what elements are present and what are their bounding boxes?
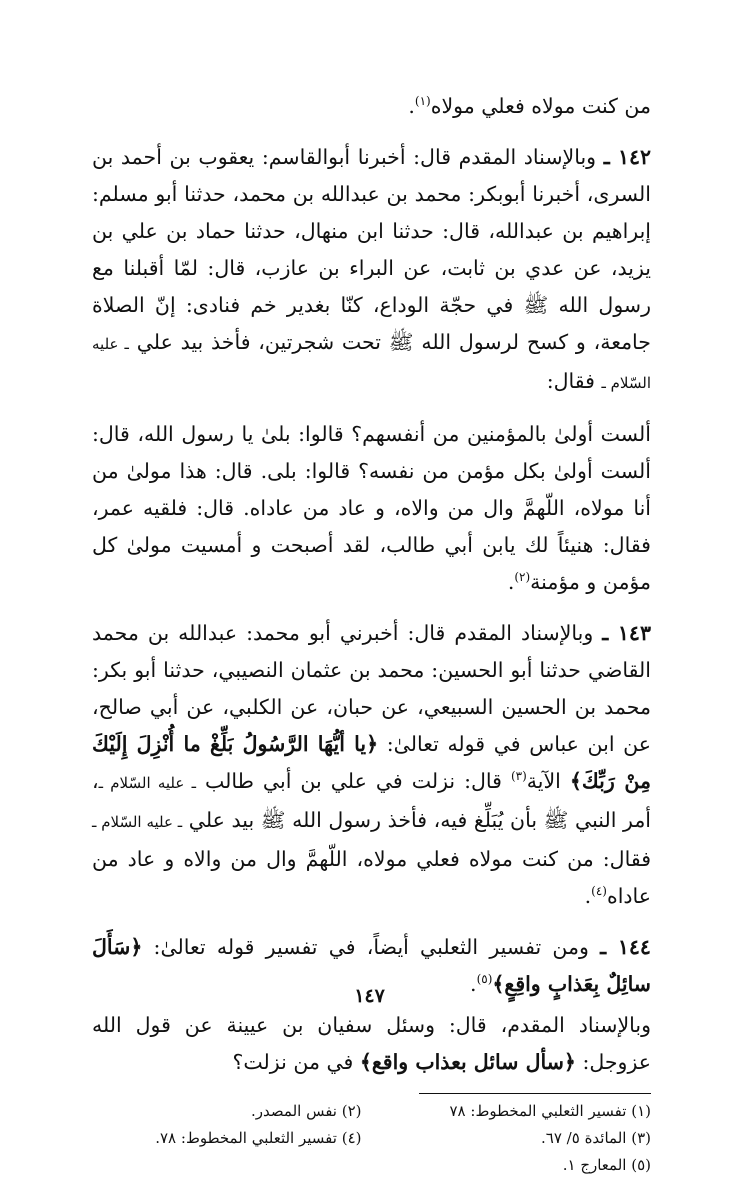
footnote-ref-2: (٢)	[514, 570, 531, 585]
footnote-divider	[419, 1093, 651, 1094]
footnote-2: (٢) نفس المصدر.	[251, 1102, 362, 1120]
footnotes	[92, 1098, 651, 1152]
intro-line: من كنت مولاه فعلي مولاه$^{(١)}$.	[408, 94, 651, 118]
footnote-4: (٤) تفسير الثعلبي المخطوط: ٧٨.	[155, 1129, 362, 1147]
footnote-ref-1: (١)	[414, 94, 431, 109]
paragraph-143-honorific-1: ـ عليه السّلام ـ	[98, 774, 196, 792]
paragraph-143-text: وبالإسناد المقدم قال: أخبرني أبو محمد: عبدالله بن محمد القاضي حدثنا أبو الحسين: محمد بن عثمان النصيبي، حدثنا أبو بكر: محمد بن الحسين السبيعي، عن حبان، عن الكلبي، عن أبي صالح، عن ابن عباس في قوله تعالىٰ:	[92, 621, 651, 756]
paragraph-143: ١٤٣ ـ وبالإسناد المقدم قال: أخبرني أبو محمد: عبدالله بن محمد القاضي حدثنا أبو الحسين: محمد بن عثمان النصيبي، حدثنا أبو بكر: محمد بن الحسين السبيعي، عن حبان، عن الكلبي، عن أبي صالح، عن ابن عباس في قوله تعالىٰ: ﴿يا أيُّهَا الرَّسُولُ بَلِّغْ ما أُنْزِلَ إِلَيْكَ مِنْ رَبِّكَ﴾ الآية$^{(٣)}$ قال: نزلت في علي بن أبي طالب ـ عليه السّلام ـ، أمر النبي ﷺ بأن يُبَلِّغ فيه، فأخذ رسول الله ﷺ بيد علي ـ عليه السّلام ـ فقال: من كنت مولاه فعلي مولاه، اللّهمَّ وال من والاه و عاد من عاداه$^{(٤)}$.	[92, 621, 651, 908]
quote-142: ألست أولىٰ بالمؤمنين من أنفسهم؟ قالوا: بلىٰ يا رسول الله، قال: ألست أولىٰ بكل مؤمن من نفسه؟ قالوا: بلى. قال: هذا مولىٰ من أنا مولاه، اللّهمَّ وال من والاه، و عاد من عاداه. قال: فلقيه عمر، فقال: هنيئاً لك يابن أبي طالب، لقد أصبحت و أمسيت مولىٰ كل مؤمن و مؤمنة$^{(٢)}$.	[92, 422, 651, 594]
footnote-ref-5: (٥)	[476, 972, 493, 987]
paragraph-143-verse-tail: الآية	[526, 769, 561, 793]
hadith-number-143: ١٤٣ ـ	[602, 621, 651, 645]
footnote-5: (٥) المعارج ١.	[562, 1156, 651, 1174]
paragraph-143-text4: فقال: من كنت مولاه فعلي مولاه، اللّهمَّ وال من والاه و عاد من عاداه	[92, 847, 651, 908]
paragraph-144b-tail: في من نزلت؟	[232, 1050, 354, 1074]
hadith-number-142: ١٤٢ ـ	[603, 145, 651, 169]
paragraph-144-verse: ﴿سَأَلَ سائِلٌ بِعَذابٍ واقِعٍ﴾	[92, 935, 651, 996]
page-number: ١٤٧	[354, 985, 385, 1007]
paragraph-143-verse: ﴿يا أيُّهَا الرَّسُولُ بَلِّغْ ما أُنْزِلَ إِلَيْكَ مِنْ رَبِّكَ﴾	[92, 732, 651, 793]
paragraph-142-text: وبالإسناد المقدم قال: أخبرنا أبوالقاسم: يعقوب بن أحمد بن السرى، أخبرنا أبوبكر: محمد بن عبدالله بن محمد، حدثنا أبو مسلم: إبراهيم بن عبدالله، قال: حدثنا ابن منهال، حدثنا حماد بن علي بن يزيد، عن عدي بن ثابت، عن البراء بن عازب، قال: لمّا أقبلنا مع رسول الله ﷺ في حجّة الوداع، كنّا بغدير خم فنادى: إنّ الصلاة جامعة، و كسح لرسول الله ﷺ تحت شجرتين، فأخذ بيد علي	[92, 145, 651, 354]
paragraph-144: ١٤٤ ـ ومن تفسير الثعلبي أيضاً، في تفسير قوله تعالىٰ: ﴿سَأَلَ سائِلٌ بِعَذابٍ واقِعٍ﴾$^{(٥)}$.	[92, 935, 651, 996]
hadith-number-144: ١٤٤ ـ	[600, 935, 651, 959]
paragraph-143-honorific-2: ـ عليه السّلام ـ	[92, 813, 183, 831]
paragraph-142-tail: فقال:	[546, 369, 595, 393]
paragraph-144b-text: وبالإسناد المقدم، قال: وسئل سفيان بن عيينة عن قول الله عزوجل:	[92, 1013, 651, 1074]
footnote-ref-4: (٤)	[591, 884, 607, 899]
paragraph-144b	[92, 1007, 651, 1081]
paragraph-143-text3: ، أمر النبي ﷺ بأن يُبَلِّغ فيه، فأخذ رسول الله ﷺ بيد علي	[92, 769, 651, 832]
footnote-3: (٣) المائدة ٥/ ٦٧.	[541, 1129, 651, 1147]
quote-142-text: ألست أولىٰ بالمؤمنين من أنفسهم؟ قالوا: بلىٰ يا رسول الله، قال: ألست أولىٰ بكل مؤمن من نفسه؟ قالوا: بلى. قال: هذا مولىٰ من أنا مولاه، اللّهمَّ وال من والاه، و عاد من عاداه. قال: فلقيه عمر، فقال: هنيئاً لك يابن أبي طالب، لقد أصبحت و أمسيت مولىٰ كل مؤمن و مؤمنة	[92, 422, 651, 594]
footnote-1: (١) تفسير الثعلبي المخطوط: ٧٨	[449, 1102, 651, 1120]
paragraph-144b-verse: ﴿سأل سائل بعذاب واقع﴾	[359, 1050, 576, 1074]
paragraph-142-honorific: ـ عليه السّلام ـ	[92, 335, 651, 392]
intro-text: من كنت مولاه فعلي مولاه	[430, 94, 651, 118]
paragraph-143-text2: قال: نزلت في علي بن أبي طالب	[205, 769, 502, 793]
footnote-ref-3: (٣)	[510, 769, 527, 784]
paragraph-144-text: ومن تفسير الثعلبي أيضاً، في تفسير قوله تعالىٰ:	[153, 935, 589, 959]
paragraph-142	[92, 139, 651, 402]
